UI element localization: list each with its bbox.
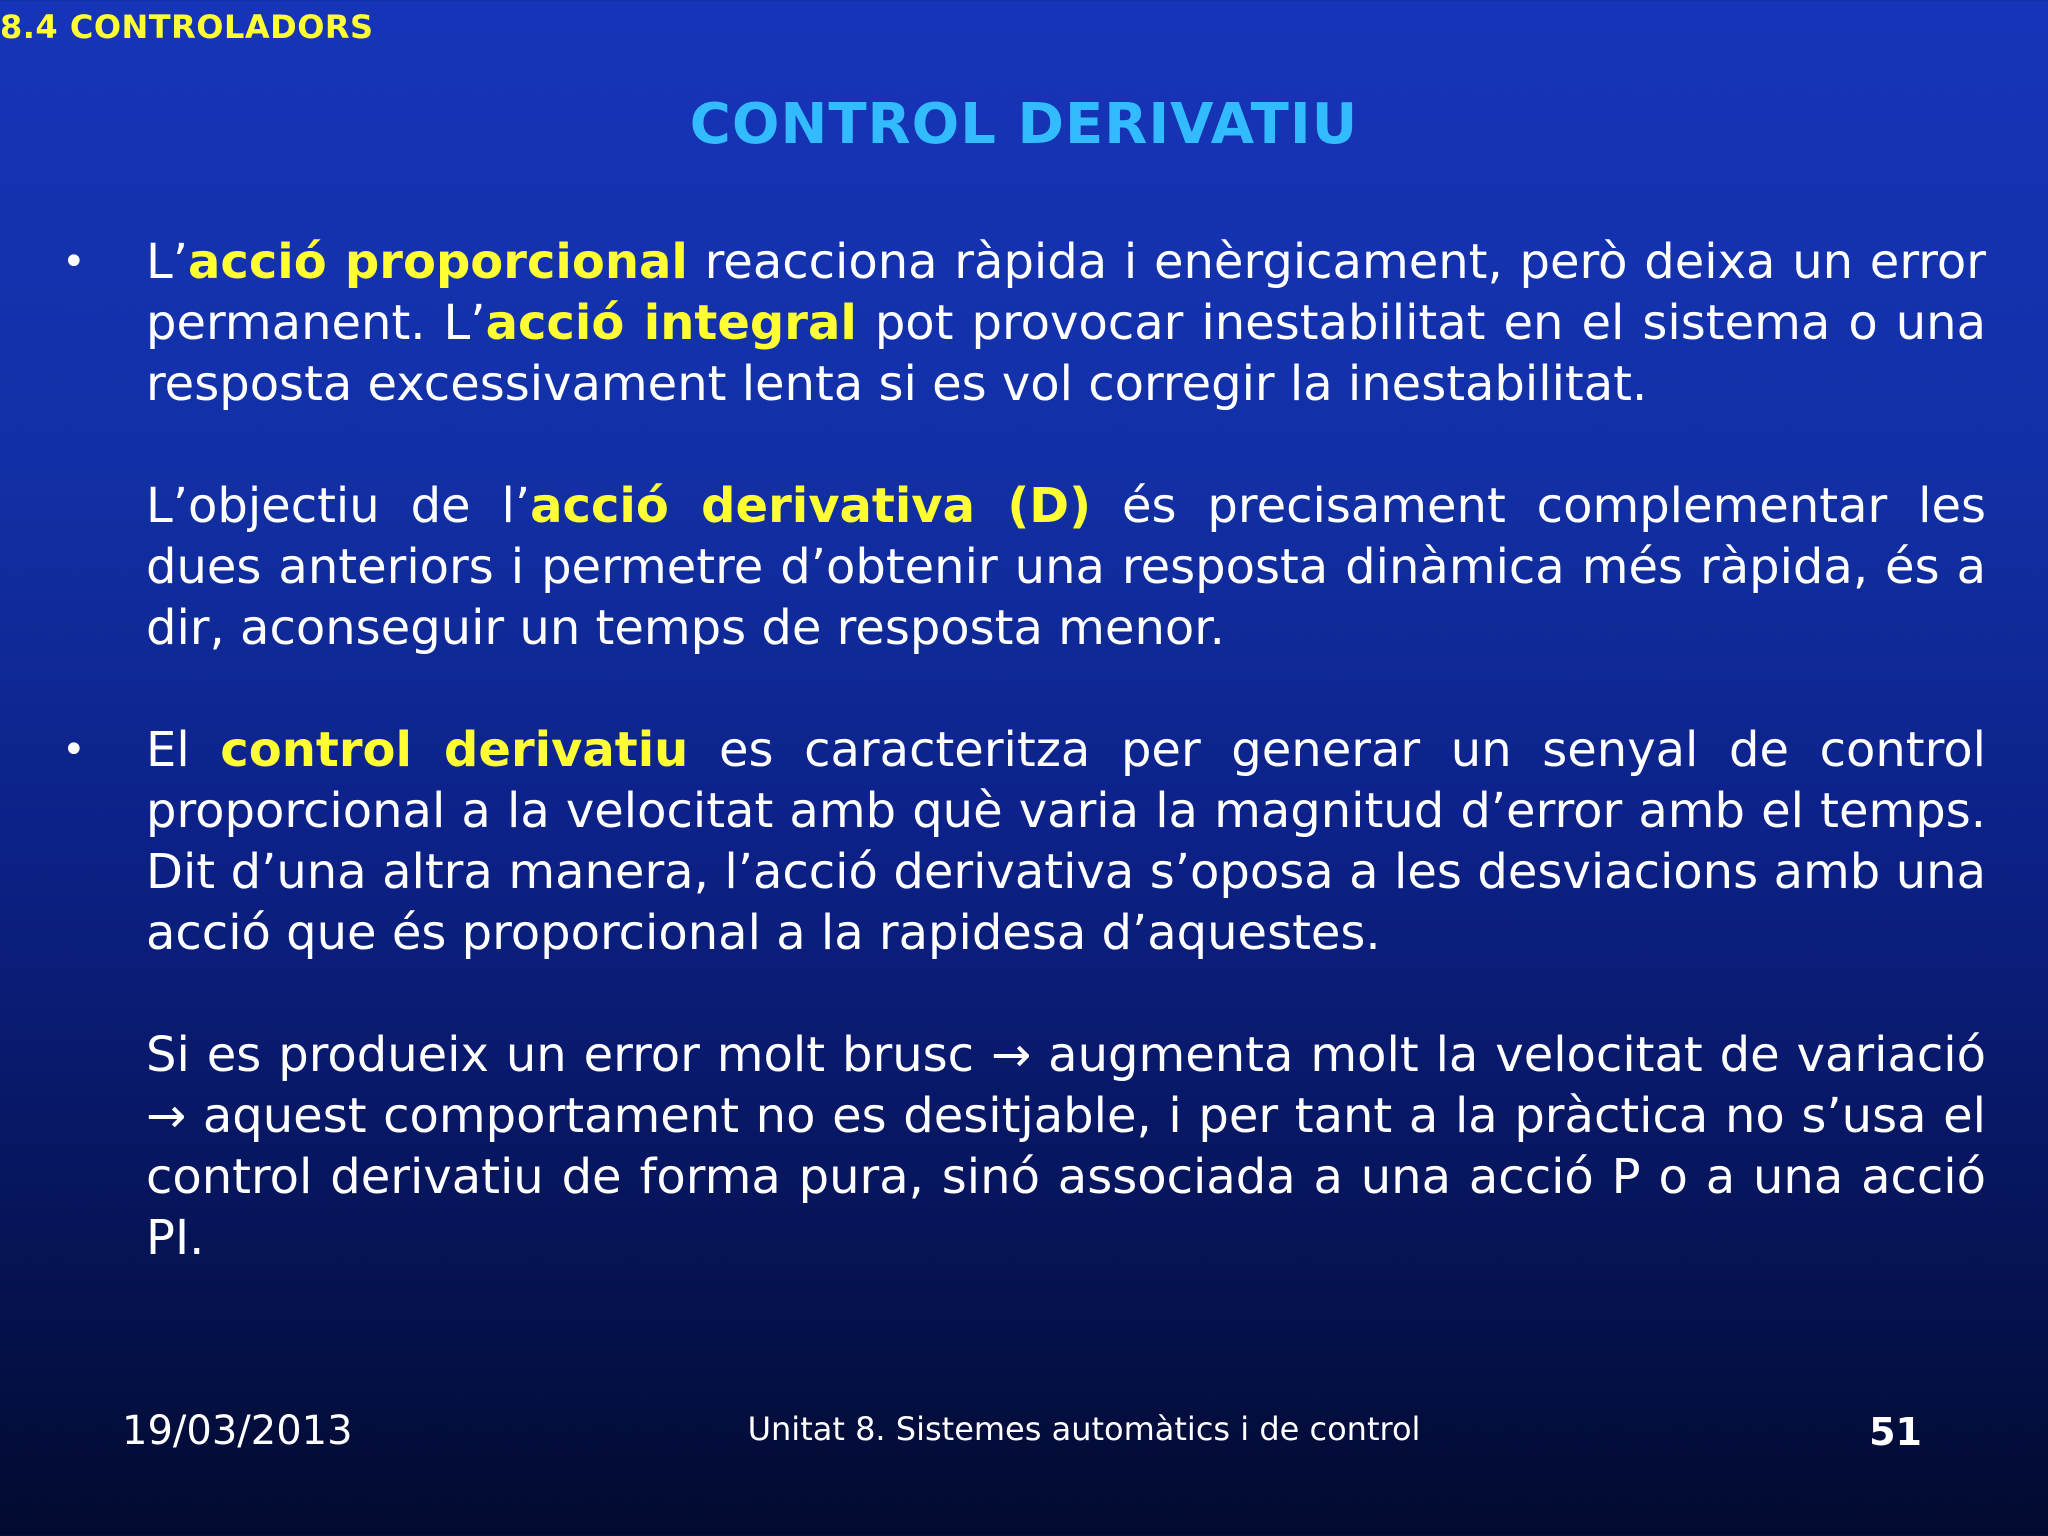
footer-date: 19/03/2013: [122, 1408, 353, 1454]
footer-course: Unitat 8. Sistemes automàtics i de control: [747, 1410, 1421, 1448]
text-run: L’objectiu de l’: [146, 478, 531, 534]
highlight-derivative: acció derivativa (D): [530, 478, 1092, 534]
text-run: Si es produeix un error molt brusc → augmenta molt la velocitat de variació → aquest comportament no es desitjable, i per tant a la pràctica no s’usa el control derivatiu de forma pura, sinó associada a una acció P o a una acció PI.: [146, 1027, 1986, 1266]
slide-body: [62, 232, 1987, 1269]
bullet-marker: •: [62, 727, 86, 773]
bullet-2: [62, 720, 1987, 1269]
paragraph-derivative-objective: [146, 476, 1986, 659]
text-run: L’: [146, 234, 188, 290]
page-number: 51: [1869, 1410, 1922, 1454]
text-run: pot provocar inestabilitat en el sistema o una resposta excessivament lenta si es vol corregir la inestabilitat.: [146, 295, 1987, 412]
highlight-proportional: acció proporcional: [188, 234, 688, 290]
section-label: 8.4 CONTROLADORS: [0, 8, 374, 46]
text-run: reacciona ràpida i enèrgicament, però deixa un error permanent. L’: [146, 234, 1987, 351]
highlight-derivative-control: control derivatiu: [220, 722, 689, 778]
paragraph-abrupt-error: [146, 1025, 1986, 1269]
bullet-1: [62, 232, 1987, 659]
highlight-integral: acció integral: [485, 295, 857, 351]
text-run: es caracteritza per generar un senyal de control proporcional a la velocitat amb què varia la magnitud d’error amb el temps. Dit d’una altra manera, l’acció derivativa s’oposa a les desviacions amb una acció que és proporcional a la rapidesa d’aquestes.: [146, 722, 1987, 961]
text-run: El: [146, 722, 221, 778]
bullet-marker: •: [62, 239, 86, 285]
text-run: és precisament complementar les dues anteriors i permetre d’obtenir una resposta dinàmica més ràpida, és a dir, aconseguir un temps de resposta menor.: [146, 478, 1986, 656]
paragraph-derivative-control: [146, 720, 1986, 964]
paragraph-proportional-integral: [146, 232, 1986, 415]
slide-title: CONTROL DERIVATIU: [689, 92, 1359, 157]
